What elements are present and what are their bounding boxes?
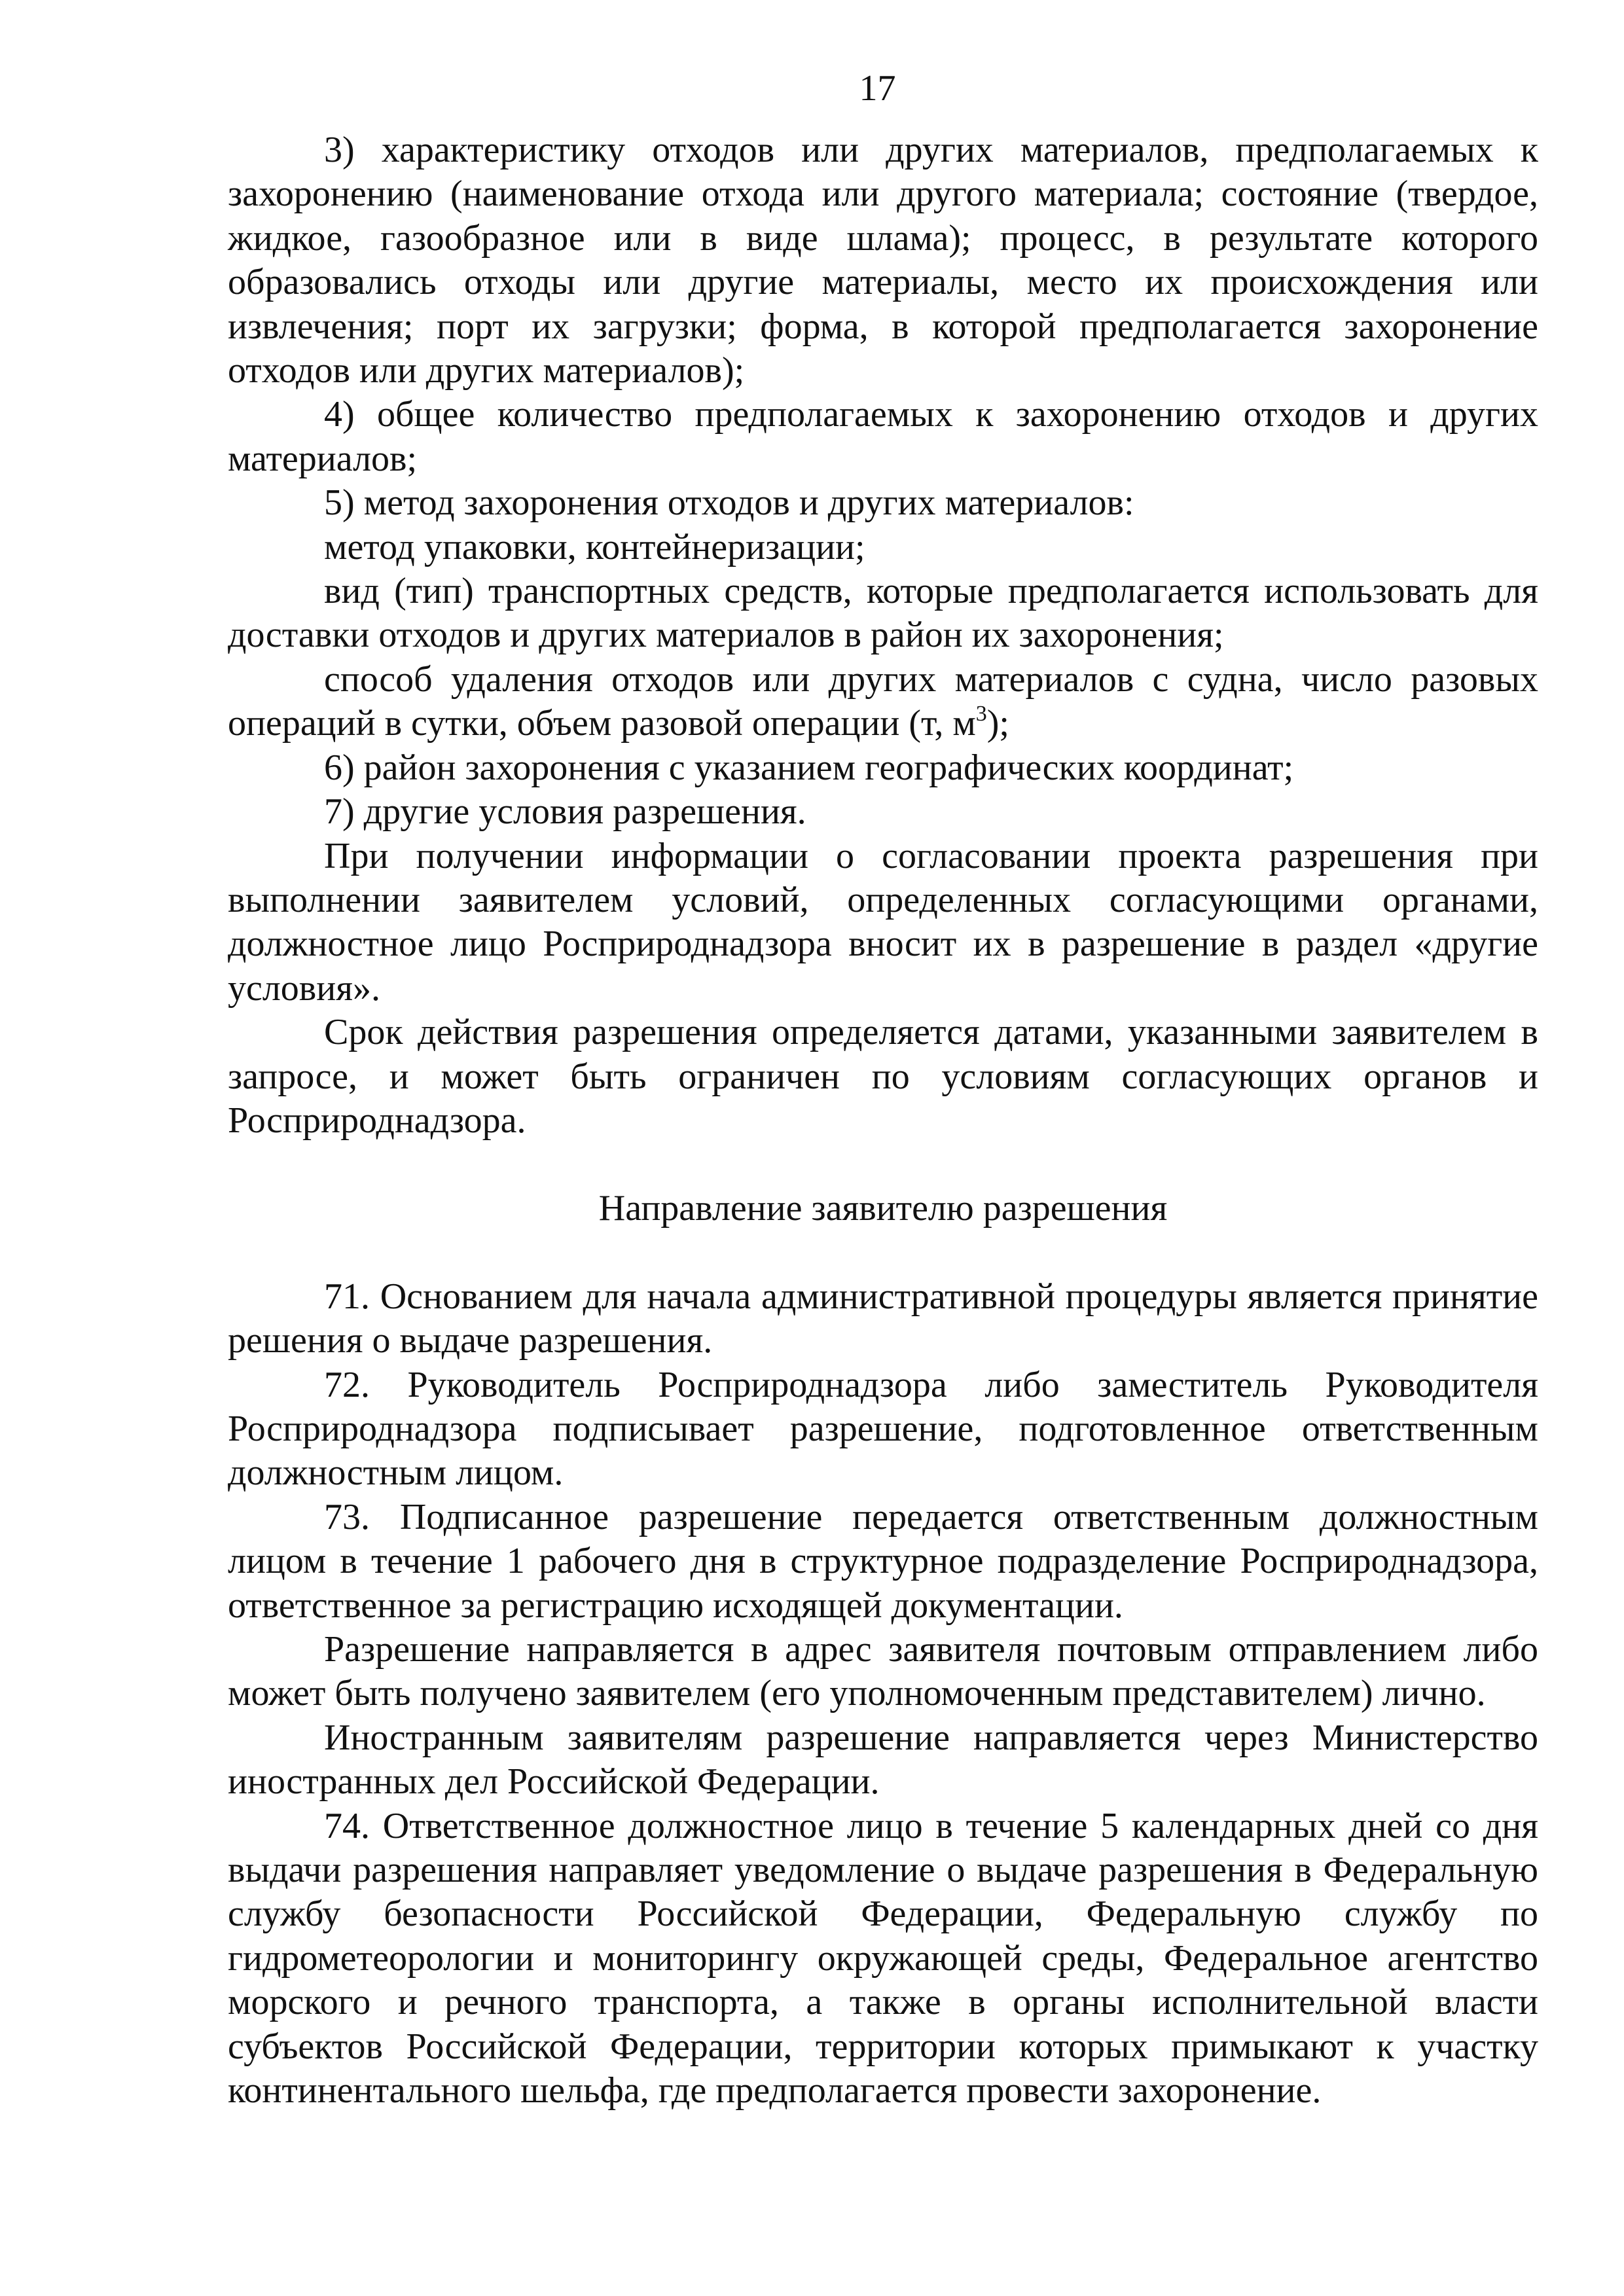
page-number: 17 — [859, 68, 896, 109]
paragraph-item-7: 7) другие условия разрешения. — [324, 791, 806, 833]
paragraph-removal-method — [228, 658, 1538, 746]
paragraph-packaging-method: метод упаковки, контейнеризации; — [324, 526, 865, 567]
paragraph-item-6: 6) район захоронения с указанием географических координат; — [324, 747, 1294, 788]
paragraph-item-72: 72. Руководитель Росприроднадзора либо заместитель Руководителя Росприроднадзора подписывает разрешение, подготовленное ответственным должностным лицом. — [228, 1364, 1538, 1494]
paragraph-approval-info: При получении информации о согласовании проекта разрешения при выполнении заявителем условий, определенных согласующими органами, должностное лицо Росприроднадзора вносит их в разрешение в раздел «другие условия». — [228, 835, 1538, 1009]
removal-method-suffix: ); — [986, 703, 1009, 744]
paragraph-item-71: 71. Основанием для начала административной процедуры является принятие решения о выдаче разрешения. — [228, 1276, 1538, 1361]
paragraph-item-74: 74. Ответственное должностное лицо в течение 5 календарных дней со дня выдачи разрешения направляет уведомление о выдаче разрешения в Федеральную службу безопасности Российской Федерации, Федеральную службу по гидрометеорологии и мониторингу окружающей среды, Федеральное агентство морского и речного транспорта, а также в органы исполнительной власти субъектов Российской Федерации, территории которых примыкают к участку континентального шельфа, где предполагается провести захоронение. — [228, 1805, 1538, 2111]
paragraph-item-73: 73. Подписанное разрешение передается ответственным должностным лицом в течение 1 рабочего дня в структурное подразделение Росприроднадзора, ответственное за регистрацию исходящей документации. — [228, 1496, 1538, 1626]
paragraph-validity-period: Срок действия разрешения определяется датами, указанными заявителем в запросе, и может быть ограничен по условиям согласующих органов и Росприроднадзора. — [228, 1012, 1538, 1141]
paragraph-delivery: Разрешение направляется в адрес заявителя почтовым отправлением либо может быть получено заявителем (его уполномоченным представителем) лично. — [228, 1629, 1538, 1714]
section-heading: Направление заявителю разрешения — [598, 1188, 1168, 1229]
cubic-superscript: 3 — [975, 702, 987, 726]
paragraph-foreign-applicants: Иностранным заявителям разрешение направляется через Министерство иностранных дел Российской Федерации. — [228, 1717, 1538, 1803]
removal-method-text: способ удаления отходов или других материалов с судна, число разовых операций в сутки, объем разовой операции (т, м — [228, 658, 1538, 744]
paragraph-item-5: 5) метод захоронения отходов и других материалов: — [324, 482, 1134, 524]
paragraph-item-4: 4) общее количество предполагаемых к захоронению отходов и других материалов; — [228, 394, 1538, 479]
paragraph-item-3: 3) характеристику отходов или других материалов, предполагаемых к захоронению (наименование отхода или другого материала; состояние (твердое, жидкое, газообразное или в виде шлама); процесс, в результате которого образовались отходы или другие материалы, место их происхождения или извлечения; порт их загрузки; форма, в которой предполагается захоронение отходов или других материалов); — [228, 130, 1538, 391]
document-body — [228, 128, 1538, 2113]
paragraph-transport-type: вид (тип) транспортных средств, которые предполагается использовать для доставки отходов и других материалов в район их захоронения; — [228, 571, 1538, 656]
